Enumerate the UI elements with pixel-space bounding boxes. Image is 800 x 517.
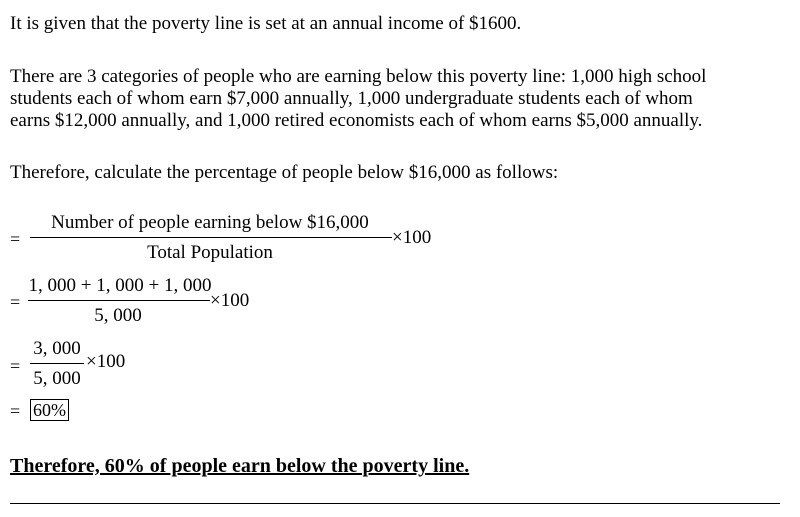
multiplier: ×100 (210, 290, 250, 311)
denominator: 5, 000 (33, 368, 81, 389)
equals-sign: = (10, 356, 21, 376)
paragraph-line-3: earns $12,000 annually, and 1,000 retired economists each of whom earns $5,000 annually. (10, 110, 703, 131)
denominator: Total Population (147, 242, 273, 263)
divider (10, 503, 780, 504)
equals-sign: = (10, 229, 21, 249)
paragraph-line-2: students each of whom earn $7,000 annually, 1,000 undergraduate students each of whom (10, 88, 693, 109)
intro-text: It is given that the poverty line is set at an annual income of $1600. (10, 13, 522, 34)
numerator: 3, 000 (33, 338, 81, 359)
multiplier: ×100 (392, 227, 432, 248)
paragraph-line-1: There are 3 categories of people who are earning below this poverty line: 1,000 high school (10, 66, 707, 87)
denominator: 5, 000 (94, 305, 142, 326)
numerator: Number of people earning below $16,000 (51, 212, 369, 233)
fraction-bar (28, 300, 210, 301)
conclusion-text: Therefore, 60% of people earn below the poverty line. (10, 455, 470, 477)
therefore-text: Therefore, calculate the percentage of people below $16,000 as follows: (10, 162, 559, 183)
equals-sign: = (10, 401, 21, 421)
fraction-bar (30, 363, 84, 364)
numerator: 1, 000 + 1, 000 + 1, 000 (28, 275, 212, 296)
result-box: 60% (30, 399, 69, 421)
fraction-bar (30, 237, 392, 238)
multiplier: ×100 (86, 351, 126, 372)
equals-sign: = (10, 292, 21, 312)
